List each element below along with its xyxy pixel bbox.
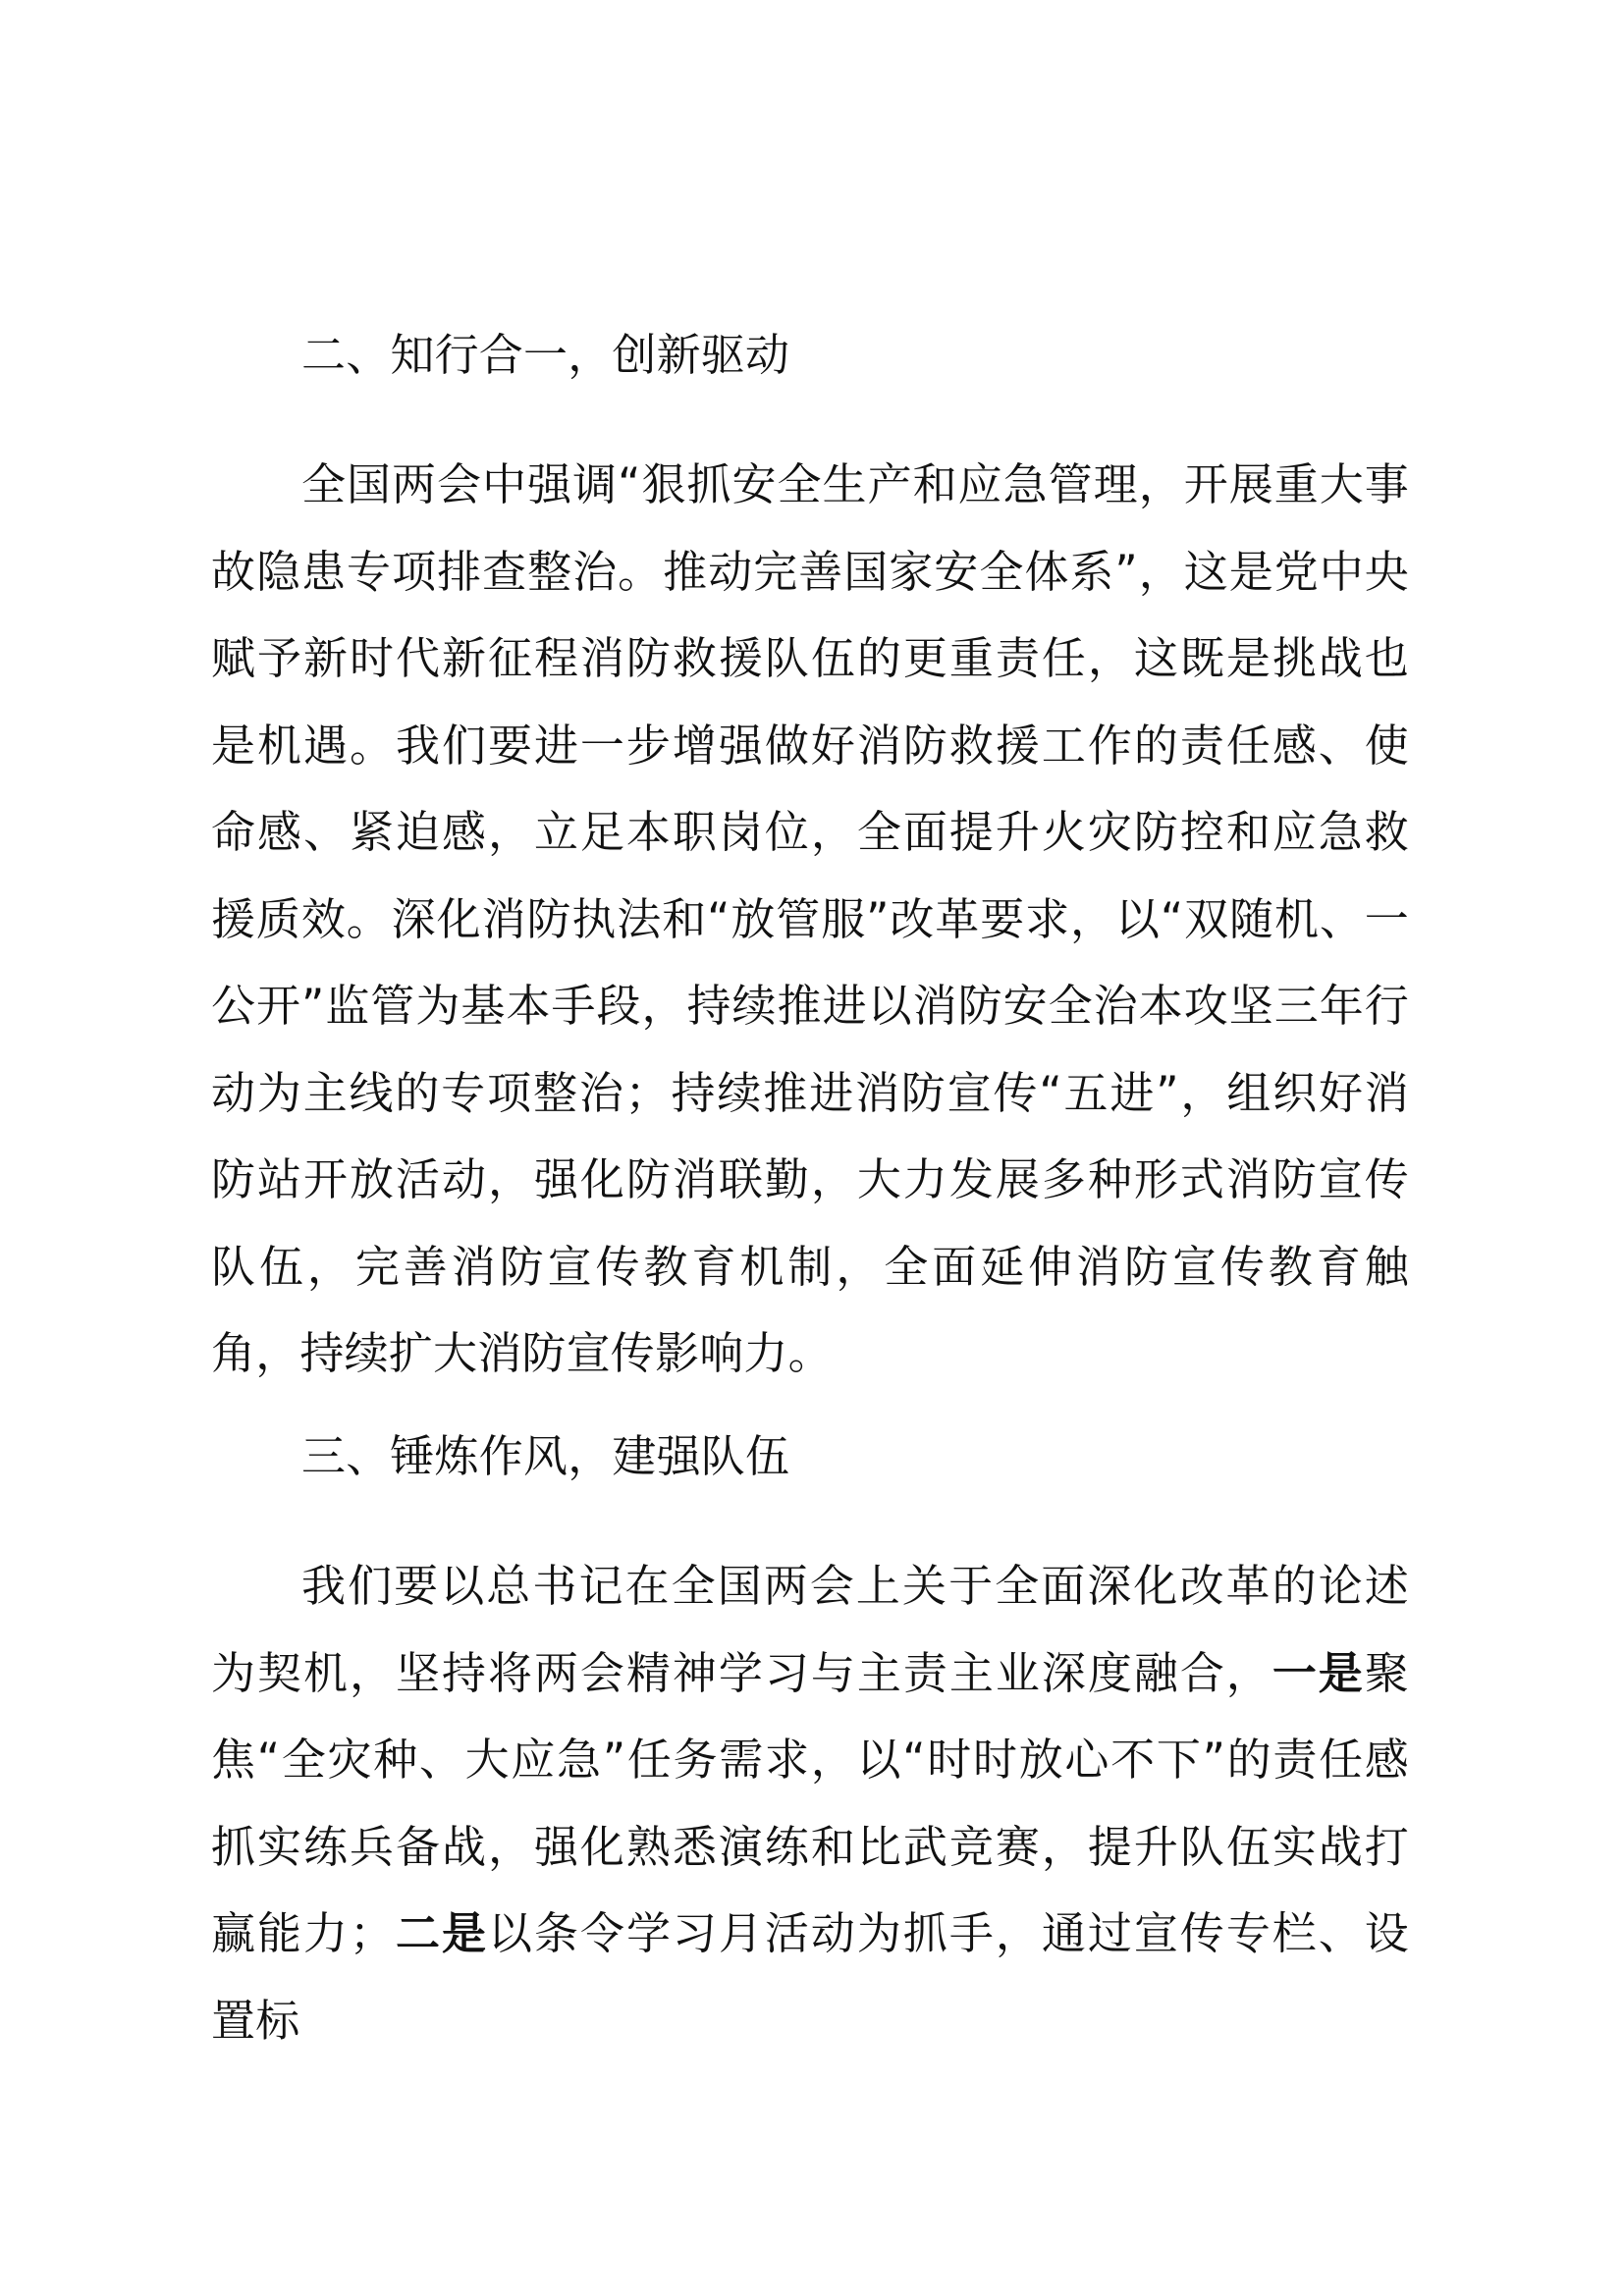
section-heading-3: 三、锤炼作风，建强队伍 bbox=[301, 1430, 790, 1482]
paragraph-2-text-3: 以条令学习月活动为抓手，通过宣传专栏、设置标 bbox=[211, 1907, 1409, 2047]
paragraph-2-text-2: 聚焦“全灾种、大应急”任务需求，以“时时放心不下”的责任感抓实练兵备战，强化熟悉演练和比武竞赛，提升队伍实战打赢能力； bbox=[211, 1646, 1409, 1959]
paragraph-2-text-1: 我们要以总书记在全国两会上关于全面深化改革的论述为契机，坚持将两会精神学习与主责主业深度融合， bbox=[211, 1560, 1409, 1699]
section-heading-2: 二、知行合一，创新驱动 bbox=[301, 329, 790, 381]
paragraph-1: 全国两会中强调“狠抓安全生产和应急管理，开展重大事故隐患专项排查整治。推动完善国家安全体系”，这是党中央赋予新时代新征程消防救援队伍的更重责任，这既是挑战也是机遇。我们要进一步增强做好消防救援工作的责任感、使命感、紧迫感，立足本职岗位，全面提升火灾防控和应急救援质效。深化消防执法和“放管服”改革要求，以“双随机、一公开”监管为基本手段，持续推进以消防安全治本攻坚三年行动为主线的专项整治；持续推进消防宣传“五进”，组织好消防站开放活动，强化防消联勤，大力发展多种形式消防宣传队伍，完善消防宣传教育机制，全面延伸消防宣传教育触角，持续扩大消防宣传影响力。 bbox=[211, 458, 1409, 1379]
paragraph-2-bold-2: 二是 bbox=[394, 1907, 488, 1959]
paragraph-2-bold-1: 一是 bbox=[1271, 1646, 1365, 1699]
paragraph-2 bbox=[211, 1543, 1409, 2064]
